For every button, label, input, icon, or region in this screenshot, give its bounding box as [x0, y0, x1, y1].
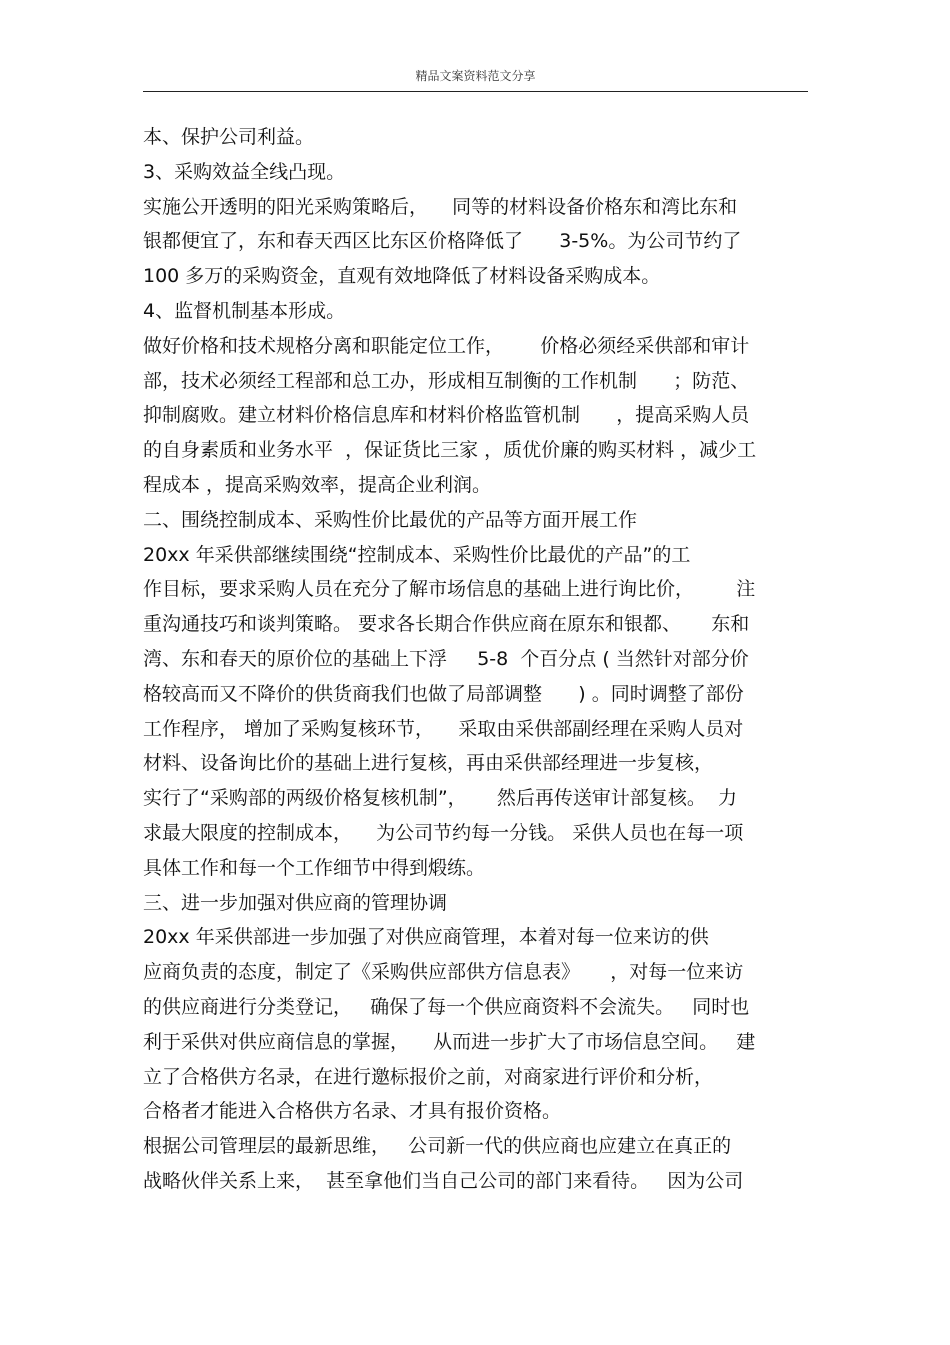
text-line: 100 多万的采购资金，直观有效地降低了材料设备采购成本。: [143, 265, 661, 288]
text-line: 利于采供对供应商信息的掌握， 从而进一步扩大了市场信息空间。 建: [143, 1030, 756, 1053]
text-line: 做好价格和技术规格分离和职能定位工作， 价格必须经采供部和审计: [143, 334, 750, 357]
section-heading: 3、采购效益全线凸现。: [143, 160, 346, 183]
text-line: 重沟通技巧和谈判策略。 要求各长期合作供应商在原东和银都、 东和: [143, 613, 750, 636]
text-line: 战略伙伴关系上来， 甚至拿他们当自己公司的部门来看待。 因为公司: [143, 1169, 744, 1192]
header-divider: [143, 91, 808, 92]
text-line: 20xx 年采供部进一步加强了对供应商管理，本着对每一位来访的供: [143, 926, 709, 949]
text-line: 程成本 ，提高采购效率，提高企业利润。: [143, 473, 492, 496]
text-line: 部，技术必须经工程部和总工办，形成相互制衡的工作机制 ；防范、: [143, 369, 750, 392]
text-line: 立了合格供方名录，在进行邀标报价之前，对商家进行评价和分析，: [143, 1065, 714, 1088]
document-body: [143, 120, 808, 1199]
text-line: 应商负责的态度，制定了《采购供应部供方信息表》 ，对每一位来访: [143, 961, 744, 984]
text-line: 作目标，要求采购人员在充分了解市场信息的基础上进行询比价， 注: [143, 578, 756, 601]
text-line: 具体工作和每一个工作细节中得到煅练。: [143, 856, 486, 879]
text-line: 根据公司管理层的最新思维， 公司新一代的供应商也应建立在真正的: [143, 1135, 732, 1158]
text-line: 20xx 年采供部继续围绕“控制成本、采购性价比最优的产品”的工: [143, 543, 691, 566]
text-line: 的供应商进行分类登记， 确保了每一个供应商资料不会流失。 同时也: [143, 995, 750, 1018]
text-line: 工作程序， 增加了采购复核环节， 采取由采供部副经理在采购人员对: [143, 717, 744, 740]
text-line: 湾、东和春天的原价位的基础上下浮 5-8 个百分点 ( 当然针对部分价: [143, 647, 749, 670]
text-line: 格较高而又不降价的供货商我们也做了局部调整 ) 。同时调整了部份: [143, 682, 744, 705]
text-line: 抑制腐败。建立材料价格信息库和材料价格监管机制 ，提高采购人员: [143, 404, 750, 427]
text-line: 求最大限度的控制成本， 为公司节约每一分钱。 采供人员也在每一项: [143, 821, 744, 844]
text-line: 实行了“采购部的两级价格复核机制”， 然后再传送审计部复核。 力: [143, 787, 737, 810]
page-header: 精品文案资料范文分享: [415, 69, 536, 83]
section-heading: 二、围绕控制成本、采购性价比最优的产品等方面开展工作: [143, 508, 638, 531]
text-line: 材料、设备询比价的基础上进行复核，再由采供部经理进一步复核，: [143, 752, 714, 775]
section-heading: 三、进一步加强对供应商的管理协调: [143, 891, 448, 914]
text-line: 本、保护公司利益。: [143, 126, 315, 148]
text-line: 合格者才能进入合格供方名录、才具有报价资格。: [143, 1100, 562, 1123]
text-line: 实施公开透明的阳光采购策略后， 同等的材料设备价格东和湾比东和: [143, 195, 738, 218]
text-line: 的自身素质和业务水平 ，保证货比三家 ，质优价廉的购买材料 ，减少工: [143, 439, 757, 462]
text-line: 银都便宜了，东和春天西区比东区价格降低了 3-5%。为公司节约了: [143, 230, 742, 253]
section-heading: 4、监督机制基本形成。: [143, 299, 346, 322]
